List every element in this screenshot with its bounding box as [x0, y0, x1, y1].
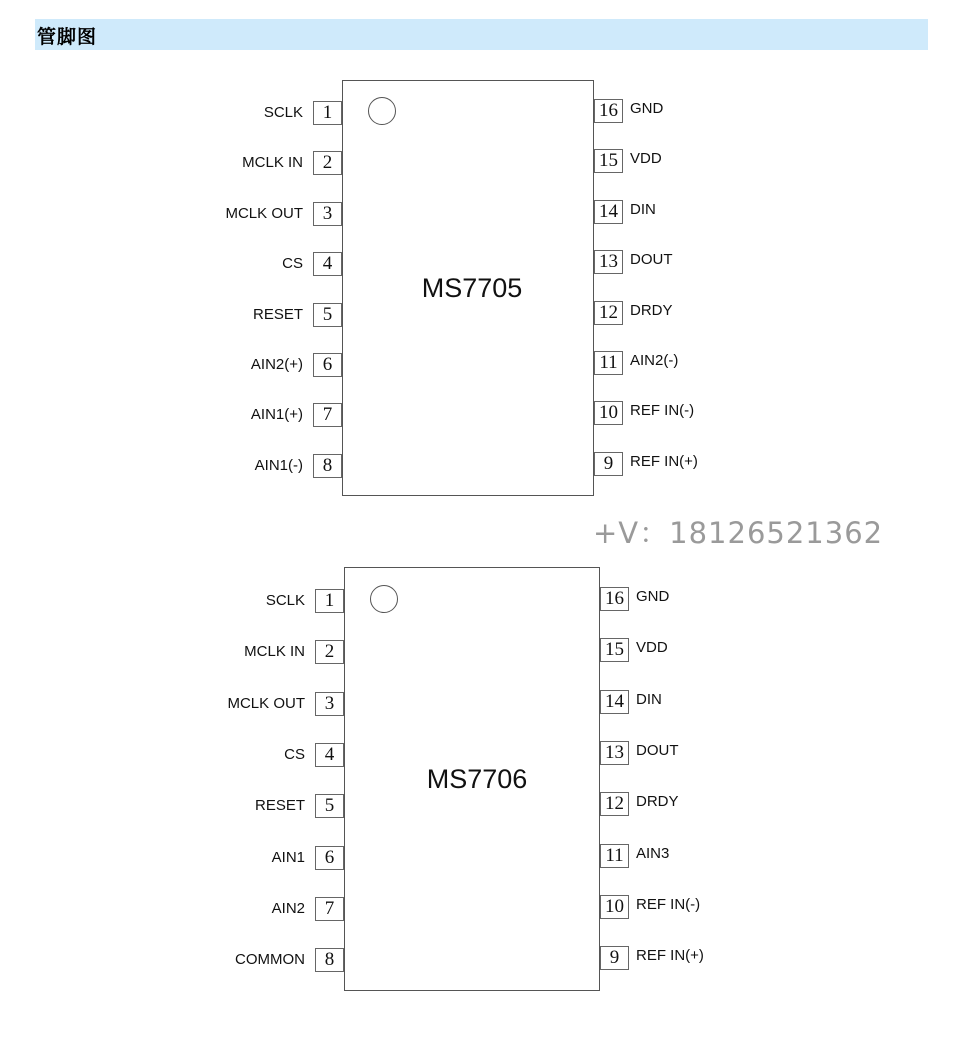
- section-header: [35, 19, 928, 50]
- pin-number: 16: [594, 99, 623, 123]
- pin-label: AIN2: [271, 900, 305, 917]
- pin1-notch-icon: [370, 585, 398, 613]
- pin-number: 5: [315, 794, 344, 818]
- pin-number: 8: [313, 454, 342, 478]
- pin-label: MCLK IN: [244, 643, 305, 660]
- pin-label: VDD: [636, 639, 668, 656]
- pin-number: 13: [600, 741, 629, 765]
- pin-number: 12: [594, 301, 623, 325]
- pin-number: 1: [313, 101, 342, 125]
- pin-label: REF IN(+): [636, 947, 704, 964]
- pin-label: DIN: [630, 201, 656, 218]
- pin-label: DOUT: [636, 742, 679, 759]
- pin-label: AIN1(+): [250, 406, 303, 423]
- pin-number: 11: [594, 351, 623, 375]
- pin-label: SCLK: [265, 592, 305, 609]
- pin-label: REF IN(+): [630, 453, 698, 470]
- chip-name: MS7705: [421, 273, 523, 303]
- pin-label: AIN1: [271, 849, 305, 866]
- pin-number: 5: [313, 303, 342, 327]
- pin-number: 8: [315, 948, 344, 972]
- pin-number: 2: [315, 640, 344, 664]
- pin-number: 9: [600, 946, 629, 970]
- pin-number: 12: [600, 792, 629, 816]
- pin-label: RESET: [254, 797, 305, 814]
- pin-label: GND: [636, 588, 670, 605]
- pin-label: DOUT: [630, 251, 673, 268]
- pin1-notch-icon: [368, 97, 396, 125]
- pin-number: 4: [315, 743, 344, 767]
- pin-label: CS: [284, 746, 305, 763]
- pin-label: RESET: [252, 306, 303, 323]
- pin-number: 15: [594, 149, 623, 173]
- pin-number: 4: [313, 252, 342, 276]
- pin-label: AIN2(+): [250, 356, 303, 373]
- pin-label: SCLK: [263, 104, 303, 121]
- pin-number: 6: [313, 353, 342, 377]
- pin-number: 7: [315, 897, 344, 921]
- pin-number: 1: [315, 589, 344, 613]
- pin-number: 15: [600, 638, 629, 662]
- pin-number: 9: [594, 452, 623, 476]
- pin-label: AIN3: [636, 845, 670, 862]
- pin-label: DIN: [636, 691, 662, 708]
- pin-label: DRDY: [636, 793, 679, 810]
- pin-label: VDD: [630, 150, 662, 167]
- chip-name: MS7706: [426, 764, 528, 794]
- pin-number: 16: [600, 587, 629, 611]
- pin-label: COMMON: [235, 951, 305, 968]
- pin-number: 10: [600, 895, 629, 919]
- pin-number: 11: [600, 844, 629, 868]
- pin-number: 14: [600, 690, 629, 714]
- pin-number: 3: [315, 692, 344, 716]
- pin-label: REF IN(-): [636, 896, 701, 913]
- pin-number: 13: [594, 250, 623, 274]
- pin-label: MCLK OUT: [225, 205, 303, 222]
- pin-label: CS: [282, 255, 303, 272]
- pin-label: DRDY: [630, 302, 673, 319]
- section-title: 管脚图: [37, 26, 98, 48]
- pin-label: MCLK OUT: [227, 695, 305, 712]
- pin-number: 3: [313, 202, 342, 226]
- pin-label: MCLK IN: [242, 154, 303, 171]
- pin-number: 14: [594, 200, 623, 224]
- pin-number: 6: [315, 846, 344, 870]
- pin-label: GND: [630, 100, 664, 117]
- watermark: +V：18126521362: [593, 516, 884, 550]
- pin-label: AIN1(-): [254, 457, 303, 474]
- pin-label: REF IN(-): [630, 402, 695, 419]
- pin-label: AIN2(-): [630, 352, 679, 369]
- pin-number: 2: [313, 151, 342, 175]
- pin-number: 7: [313, 403, 342, 427]
- pin-number: 10: [594, 401, 623, 425]
